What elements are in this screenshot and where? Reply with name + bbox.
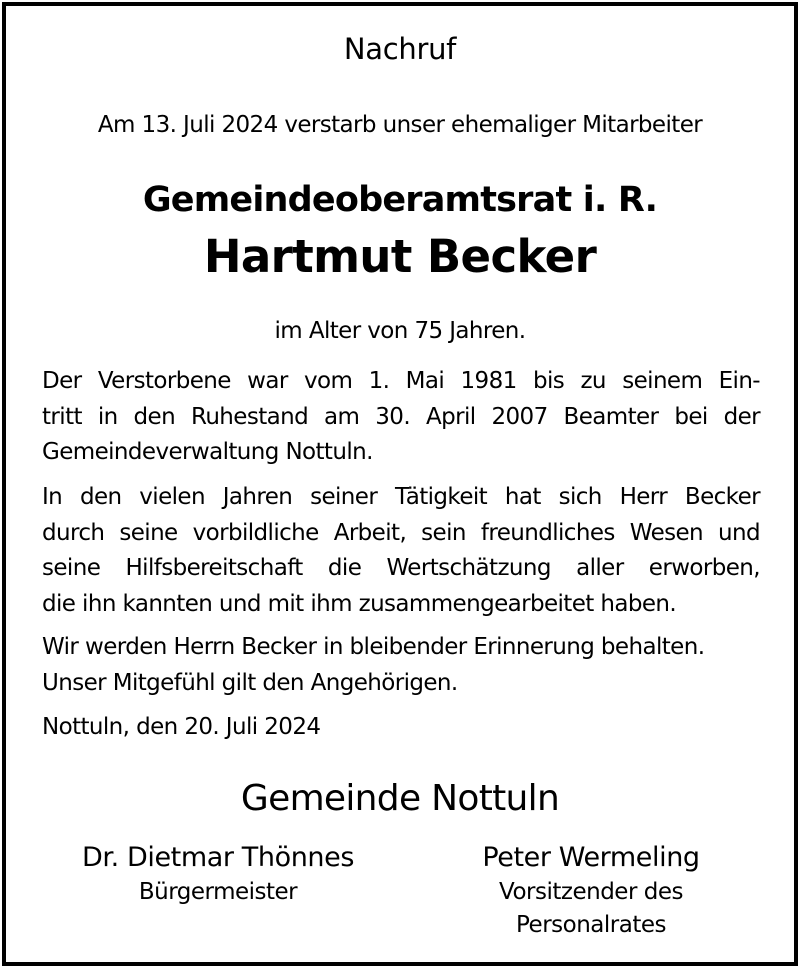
paragraph-line: Wir werden Herrn Becker in bleibender Erinnerung behalten. xyxy=(42,634,705,660)
paragraph-line: durch seine vorbildliche Arbeit, sein freundliches Wesen und xyxy=(42,519,760,546)
paragraph-line: die ihn kannten und mit ihm zusammengearbeitet haben. xyxy=(42,590,677,617)
signatory-role: Bürgermeister xyxy=(138,879,298,905)
intro-text: Am 13. Juli 2024 verstarb unser ehemaliger Mitarbeiter xyxy=(97,112,703,138)
signatory-name: Dr. Dietmar Thönnes xyxy=(81,842,355,873)
tribute-paragraph xyxy=(42,480,760,622)
remembrance-paragraph xyxy=(42,630,760,701)
signatory-council-chair xyxy=(436,840,746,942)
paragraph-line: tritt in den Ruhestand am 30. April 2007 Beamter bei der xyxy=(42,403,760,430)
organization-name: Gemeinde Nottuln xyxy=(240,778,560,819)
paragraph-line: Der Verstorbene war vom 1. Mai 1981 bis zu seinem Ein- xyxy=(42,368,760,394)
place-date xyxy=(42,710,760,746)
deceased-rank: Gemeindeoberamtsrat i. R. xyxy=(142,180,658,220)
paragraph-line: seine Hilfsbereitschaft die Wertschätzung aller erworben, xyxy=(42,555,760,581)
deceased-age: im Alter von 75 Jahren. xyxy=(274,318,526,344)
signatory-name: Peter Wermeling xyxy=(482,842,700,873)
obituary-notice xyxy=(2,2,798,966)
signatory-mayor xyxy=(68,840,368,909)
deceased-name: Hartmut Becker xyxy=(203,230,597,283)
career-paragraph xyxy=(42,364,760,471)
signatory-role: Vorsitzender des xyxy=(499,879,683,905)
paragraph-line: In den vielen Jahren seiner Tätigkeit hat sich Herr Becker xyxy=(42,484,760,510)
signatory-role: Personalrates xyxy=(516,912,666,938)
place-date-text: Nottuln, den 20. Juli 2024 xyxy=(42,714,321,740)
paragraph-line: Unser Mitgefühl gilt den Angehörigen. xyxy=(42,669,458,696)
paragraph-line: Gemeindeverwaltung Nottuln. xyxy=(42,439,373,465)
notice-heading: Nachruf xyxy=(343,32,457,66)
